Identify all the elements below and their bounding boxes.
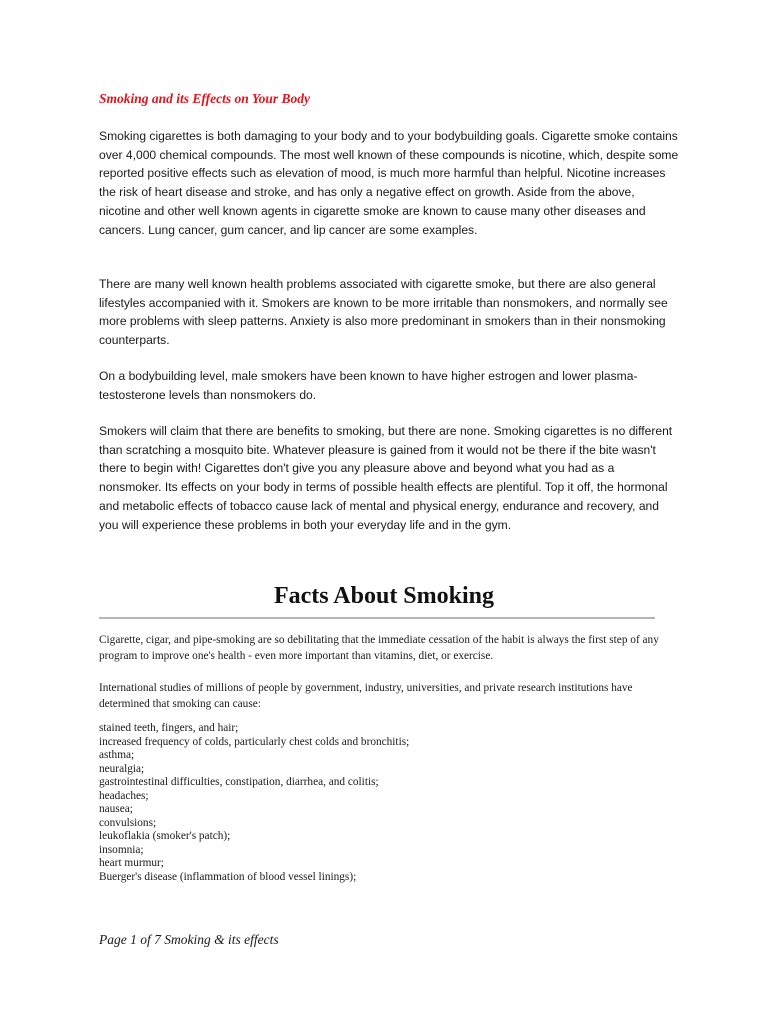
page-footer: Page 1 of 7 Smoking & its effects: [99, 932, 279, 947]
list-item: neuralgia;: [99, 762, 145, 775]
paragraph-bodybuilding: On a bodybuilding level, male smokers have been known to have higher estrogen and lower plasma-testosterone levels than nonsmokers do.: [99, 369, 638, 402]
paragraph-benefits: Smokers will claim that there are benefits to smoking, but there are none. Smoking cigarettes is no different than scratching a mosquito bite. Whatever pleasure is gained from it would not be there if the bite wasn't there to begin with! Cigarettes don't give you any pleasure above and beyond what you had as a nonsmoker. Its effects on your body in terms of possible health effects are plentiful. Top it off, the hormonal and metabolic effects of tobacco cause lack of mental and physical energy, endurance and recovery, and you will experience these problems in both your everyday life and in the gym.: [99, 424, 673, 532]
list-item: heart murmur;: [99, 857, 164, 869]
list-item: gastrointestinal difficulties, constipation, diarrhea, and colitis;: [99, 776, 379, 788]
paragraph-intro: Smoking cigarettes is both damaging to your body and to your bodybuilding goals. Cigarette smoke contains over 4,000 chemical compounds. The most well known of these compounds is nicotine, which, despite some reported positive effects such as elevation of mood, is much more harmful than helpful. Nicotine increases the risk of heart disease and stroke, and has only a negative effect on growth. Aside from the above, nicotine and other well known agents in cigarette smoke are known to cause many other diseases and cancers. Lung cancer, gum cancer, and lip cancer are some examples.: [99, 129, 679, 237]
facts-paragraph-cessation: Cigarette, cigar, and pipe-smoking are so debilitating that the immediate cessation of the habit is always the first step of any program to improve one's health - even more important than vitamins, diet, or exercise.: [99, 634, 659, 662]
list-item: stained teeth, fingers, and hair;: [99, 722, 239, 734]
horizontal-rule: [99, 617, 655, 619]
paragraph-health-problems: There are many well known health problems associated with cigarette smoke, but there are also general lifestyles accompanied with it. Smokers are known to be more irritable than nonsmokers, and normally see more problems with sleep patterns. Anxiety is also more predominant in smokers than in their nonsmoking counterparts.: [99, 277, 668, 348]
list-item: convulsions;: [99, 816, 157, 829]
list-item: increased frequency of colds, particularly chest colds and bronchitis;: [99, 735, 410, 748]
list-item: insomnia;: [99, 843, 144, 856]
facts-paragraph-studies: International studies of millions of people by government, industry, universities, and private research institutions have determined that smoking can cause:: [99, 682, 633, 710]
effects-list: [99, 722, 409, 884]
facts-heading: Facts About Smoking: [273, 583, 495, 609]
section-title: Smoking and its Effects on Your Body: [99, 91, 311, 106]
list-item: Buerger's disease (inflammation of blood vessel linings);: [99, 870, 357, 883]
list-item: nausea;: [99, 803, 133, 815]
list-item: headaches;: [99, 789, 149, 802]
list-item: asthma;: [99, 749, 135, 761]
list-item: leukoflakia (smoker's patch);: [99, 830, 231, 842]
